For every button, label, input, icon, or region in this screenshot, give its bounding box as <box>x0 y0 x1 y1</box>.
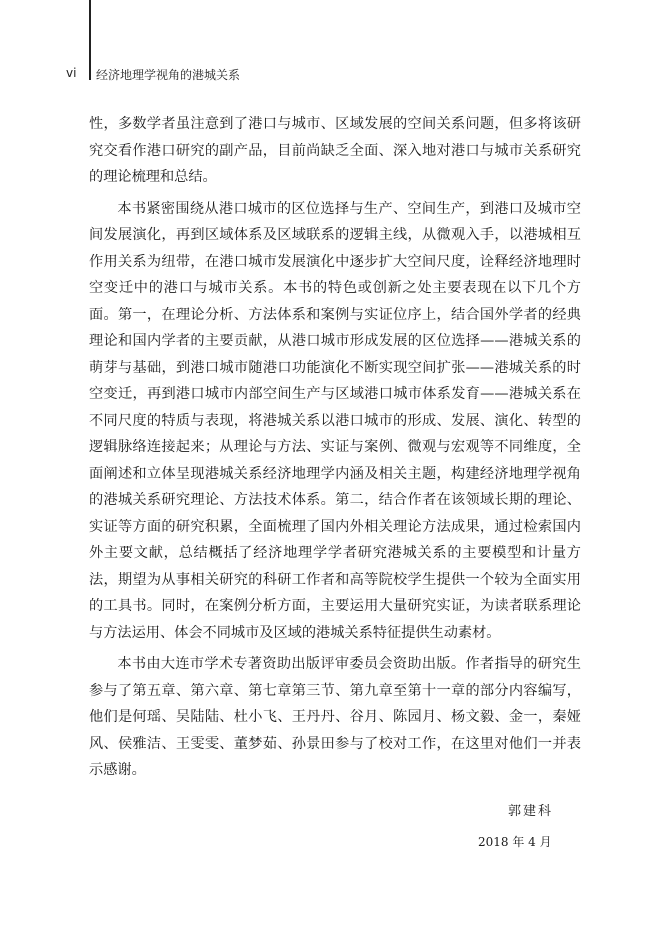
body-text <box>89 111 581 789</box>
running-title: 经济地理学视角的港城关系 <box>96 68 241 82</box>
paragraph-features: 本书紧密围绕从港口城市的区位选择与生产、空间生产，到港口及城市空间发展演化，再到区域体系及区域联系的逻辑主线，从微观入手，以港城相互作用关系为纽带，在港口城市发展演化中逐步扩大空间尺度，诠释经济地理时空变迁中的港口与城市关系。本书的特色或创新之处主要表现在以下几个方面。第一，在理论分析、方法体系和案例与实证位序上，结合国外学者的经典理论和国内学者的主要贡献，从港口城市形成发展的区位选择——港城关系的萌芽与基础，到港口城市随港口功能演化不断实现空间扩张——港城关系的时空变迁，再到港口城市内部空间生产与区域港口城市体系发育——港城关系在不同尺度的特质与表现，将港城关系以港口城市的形成、发展、演化、转型的逻辑脉络连接起来；从理论与方法、实证与案例、微观与宏观等不同维度，全面阐述和立体呈现港城关系经济地理学内涵及相关主题，构建经济地理学视角的港城关系研究理论、方法技术体系。第二，结合作者在该领域长期的理论、实证等方面的研究积累，全面梳理了国内外相关理论方法成果，通过检索国内外主要文献，总结概括了经济地理学学者研究港城关系的主要模型和计量方法，期望为从事相关研究的科研工作者和高等院校学生提供一个较为全面实用的工具书。同时，在案例分析方面，主要运用大量研究实证，为读者联系理论与方法运用、体会不同城市及区域的港城关系特征提供生动素材。 <box>89 200 581 641</box>
signature-date: 2018 年 4 月 <box>478 835 552 849</box>
author-signature: 郭建科 <box>508 804 554 819</box>
page-number: vi <box>66 66 77 80</box>
header-divider <box>89 0 91 80</box>
paragraph-continued: 性，多数学者虽注意到了港口与城市、区域发展的空间关系问题，但多将该研究交看作港口研究的副产品，目前尚缺乏全面、深入地对港口与城市关系研究的理论梳理和总结。 <box>89 116 581 185</box>
paragraph-acknowledgements: 本书由大连市学术专著资助出版评审委员会资助出版。作者指导的研究生参与了第五章、第六章、第七章第三节、第九章至第十一章的部分内容编写，他们是何瑶、吴陆陆、杜小飞、王丹丹、谷月、陈园月、杨文毅、金一，秦娅风、侯雅洁、王雯雯、董梦茹、孙景田参与了校对工作，在这里对他们一并表示感谢。 <box>89 656 581 778</box>
